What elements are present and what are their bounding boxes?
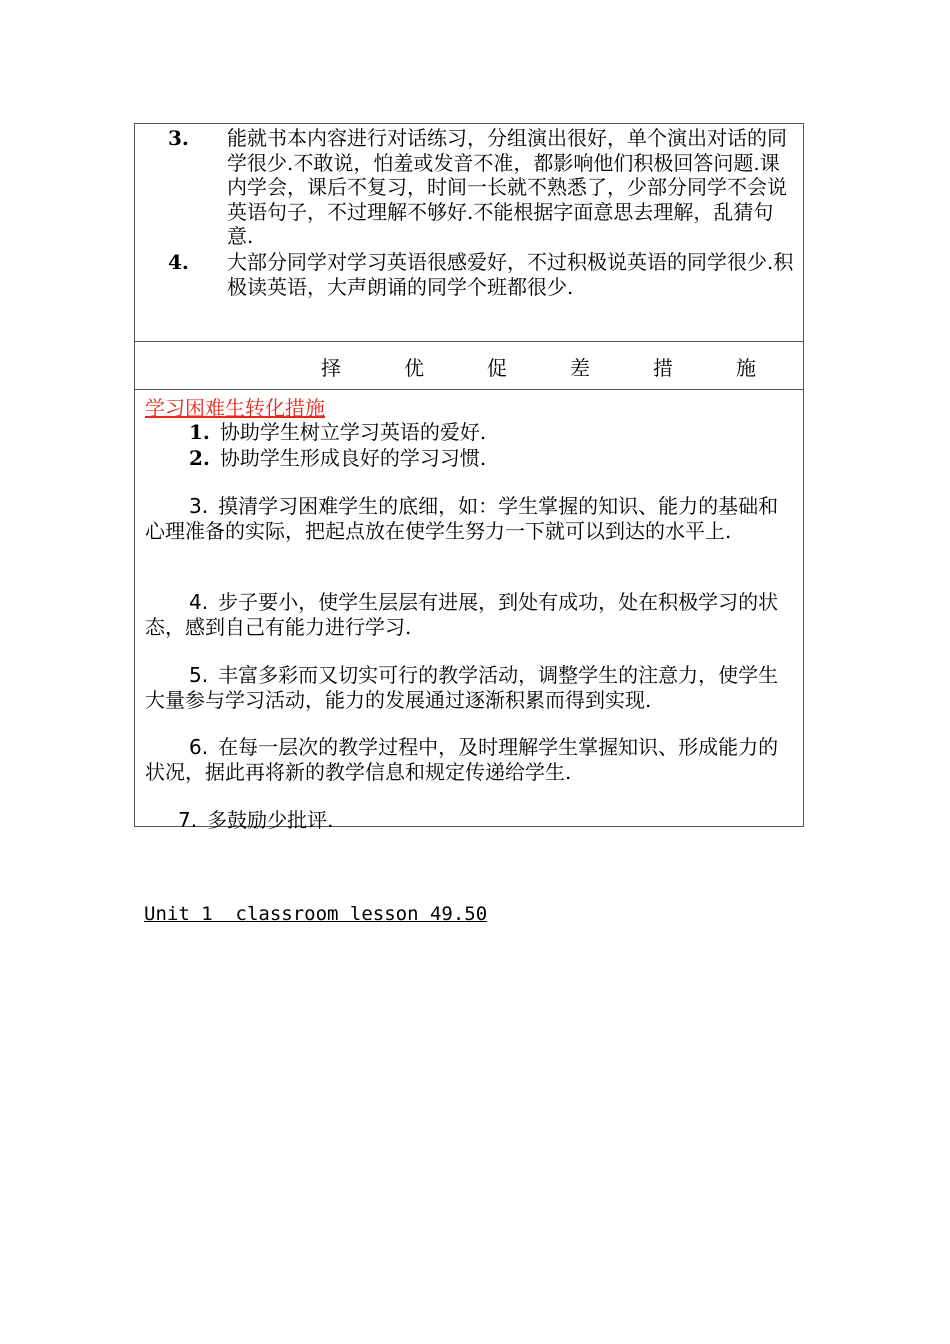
measure-item	[145, 494, 797, 543]
issues-cell	[135, 124, 803, 342]
heading-char: 措	[653, 356, 673, 380]
heading-char: 择	[321, 356, 341, 380]
measure-item	[145, 446, 841, 471]
heading-char: 差	[570, 356, 590, 380]
issue-number: 4.	[168, 250, 189, 274]
measure-number: 3.	[189, 494, 209, 518]
measure-number: 1.	[189, 420, 210, 444]
issue-number: 3.	[168, 126, 189, 150]
measure-text: 步子要小，使学生层层有进展，到处有成功，处在积极学习的状态，感到自己有能力进行学习.	[145, 590, 779, 639]
measure-item	[145, 590, 797, 639]
measure-text: 协助学生树立学习英语的爱好.	[219, 420, 487, 444]
heading-char: 促	[487, 356, 507, 380]
plan-table	[134, 123, 804, 832]
heading-char: 施	[736, 356, 756, 380]
issue-text: 大部分同学对学习英语很感爱好，不过积极说英语的同学很少.积极读英语，大声朗诵的同学个班都很少.	[227, 250, 794, 299]
lesson-title: Unit 1 classroom lesson 49.50	[144, 903, 488, 925]
issue-text: 能就书本内容进行对话练习，分组演出很好，单个演出对话的同学很少.不敢说，怕羞或发音不准，都影响他们积极回答问题.课内学会，课后不复习，时间一长就不熟悉了，少部分同学不会说英语句子，不过理解不够好.不能根据字面意思去理解，乱猜句意.	[227, 126, 787, 248]
heading-char: 优	[404, 356, 424, 380]
measure-text: 多鼓励少批评.	[207, 808, 334, 832]
section-heading	[321, 352, 756, 381]
measure-number: 2.	[189, 446, 210, 470]
measure-number: 4.	[189, 590, 209, 614]
measure-text: 在每一层次的教学过程中，及时理解学生掌握知识、形成能力的状况，据此再将新的教学信息和规定传递给学生.	[145, 735, 779, 784]
measure-item	[145, 735, 797, 784]
measure-number: 6.	[189, 735, 209, 759]
measure-text: 丰富多彩而又切实可行的教学活动，调整学生的注意力，使学生大量参与学习活动，能力的发展通过逐渐积累而得到实现.	[145, 663, 779, 712]
measures-title: 学习困难生转化措施	[145, 396, 325, 420]
measure-number: 7.	[178, 808, 198, 832]
measure-text: 协助学生形成良好的学习习惯.	[219, 446, 487, 470]
measures-cell	[135, 390, 803, 832]
measure-item	[145, 808, 797, 833]
measure-text: 摸清学习困难学生的底细，如：学生掌握的知识、能力的基础和心理准备的实际，把起点放在使学生努力一下就可以到达的水平上.	[145, 494, 779, 543]
measure-item	[145, 420, 841, 445]
heading-cell	[135, 342, 803, 390]
measure-number: 5.	[189, 663, 209, 687]
measure-item	[145, 663, 797, 712]
